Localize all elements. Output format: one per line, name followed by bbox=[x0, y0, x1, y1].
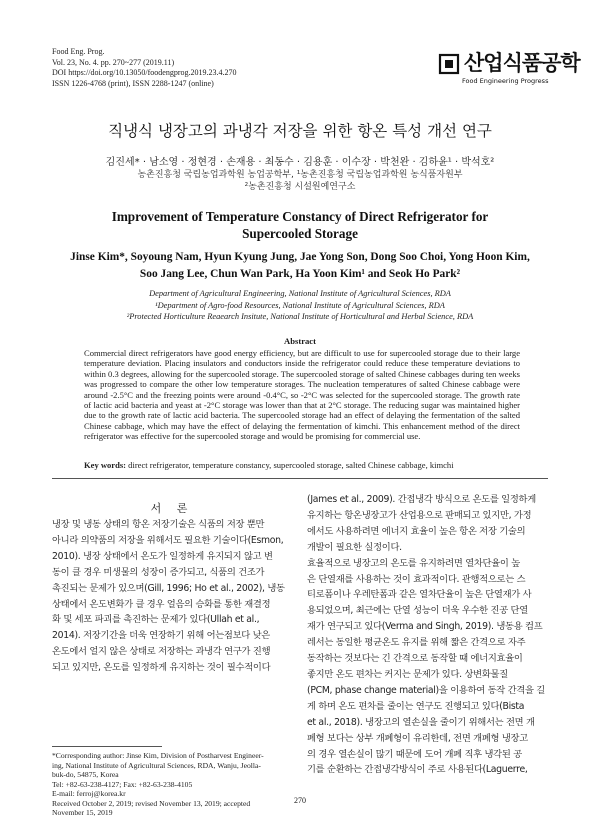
journal-header-line: Vol. 23, No. 4. pp. 270~277 (2019.11) bbox=[52, 57, 175, 67]
logo-subtitle: Food Engineering Progress bbox=[462, 77, 549, 85]
logo-title: 산업식품공학 bbox=[464, 51, 580, 75]
title-korean: 직냉식 냉장고의 과냉각 저장을 위한 항온 특성 개선 연구 bbox=[108, 122, 492, 140]
journal-header bbox=[52, 47, 237, 89]
authors-korean: 김진세* · 남소영 · 정현경 · 손재용 · 최동수 · 김용훈 · 이수장 · 박천완 · 김하윤¹ · 박석호² bbox=[105, 157, 495, 168]
body-line: (James et al., 2009). 간접냉각 방식으로 온도를 일정하게 bbox=[307, 494, 536, 505]
title-english bbox=[60, 208, 540, 242]
body-line: (PCM, phase change material)을 이용하여 동작 간격을 길 bbox=[307, 684, 545, 696]
affiliation-korean: 농촌진흥청 국립농업과학원 농업공학부, ¹농촌진흥청 국립농업과학원 농식품자원부 bbox=[137, 170, 463, 180]
page-number: 270 bbox=[294, 796, 306, 805]
footnote-line: E-mail: ferroj@korea.kr bbox=[52, 789, 126, 798]
affiliation-english-line: ¹Department of Agro-food Resources, National Institute of Agricultural Sciences, RDA bbox=[155, 300, 445, 310]
authors-english-line: Soo Jang Lee, Chun Wan Park, Ha Yoon Kim¹ and Seok Ho Park² bbox=[139, 267, 461, 280]
body-line: 재가 연구되고 있다(Verma and Singh, 2019). 냉동용 컴프 bbox=[307, 621, 543, 633]
body-line: 2014). 저장기간을 더욱 연장하기 위해 어는점보다 낮은 bbox=[52, 630, 270, 642]
abstract-text: Commercial direct refrigerators have good energy efficiency, but are difficult to use for supercooled storage due to their large temperature deviation. Placing insulators and conductors inside the refrigerator could reduce these temperature deviations to within 0.3 degrees, allowing for the supercooled storage. The supercooled storage of salted Chinese cabbages during ten weeks was progressed to compare the other low temperature storages. The nucleation temperatures of salted Chinese cabbage were around -2.5°C and the freezing points were around -0.4°C, so -2°C was selected for the supercooled storage. The growth rate of lactic acid bacteria and yeast at -2°C storage was lower than that at 2°C storage. The reducing sugar was maintained higher due to the growth rate of lactic acid bacteria. The supercooled storage had an effect of delaying the fermentation of the salted Chinese cabbage, which may have the effect of delaying the fermentation of kimchi. This enhancement method of the direct refrigerator was effective for the supercooled storage and would be promising for commercial use. bbox=[84, 348, 520, 442]
footnote-line: Tel: +82-63-238-4127; Fax: +82-63-238-4105 bbox=[52, 779, 193, 789]
body-line: 폐형 보다는 상부 개폐형이 유리한데, 전면 개폐형 냉장고 bbox=[307, 732, 528, 744]
affiliation-korean: ²농촌진흥청 시설원예연구소 bbox=[244, 182, 356, 192]
body-line: 은 단열재를 사용하는 것이 효과적이다. 관행적으로는 스 bbox=[307, 573, 526, 585]
title-english-line: Supercooled Storage bbox=[242, 226, 358, 241]
body-line: 냉장 및 냉동 상태의 항온 저장기술은 식품의 저장 뿐만 bbox=[52, 519, 265, 530]
body-line: 아니라 의약품의 저장을 위해서도 필요한 기술이다(Esmon, bbox=[52, 534, 284, 546]
footnote-line: ing, National Institute of Agricultural Sciences, RDA, Wanju, Jeolla- bbox=[52, 760, 261, 770]
footnote-line: Received October 2, 2019; revised November 13, 2019; accepted bbox=[52, 798, 251, 808]
journal-header-line: Food Eng. Prog. bbox=[52, 47, 105, 56]
body-line: 2010). 냉장 상태에서 온도가 일정하게 유지되지 않고 변 bbox=[52, 550, 273, 562]
logo-mark-icon bbox=[438, 53, 460, 75]
body-line: 티로폼이나 우레탄폼과 같은 열차단율이 높은 단열재가 사 bbox=[307, 589, 532, 601]
footnote-line: *Corresponding author: Jinse Kim, Division of Postharvest Engineer- bbox=[52, 751, 264, 760]
body-line: 용되었으며, 최근에는 단열 성능이 더욱 우수한 진공 단열 bbox=[307, 605, 528, 617]
keywords bbox=[84, 460, 520, 470]
footnote-divider bbox=[52, 746, 162, 747]
body-line: 화 및 세포 파괴를 촉진하는 문제가 있다(Ullah et al., bbox=[52, 614, 260, 626]
body-line: 효율적으로 냉장고의 온도를 유지하려면 열차단율이 높 bbox=[307, 557, 520, 569]
body-line: 촉진되는 문제가 있으며(Gill, 1996; Ho et al., 2002), 냉동 bbox=[52, 582, 285, 594]
body-line: 되고 있지만, 온도를 일정하게 유지하는 것이 필수적이다 bbox=[52, 662, 271, 674]
body-line: 온도에서 얼지 않은 상태로 저장하는 과냉각 연구가 진행 bbox=[52, 646, 271, 658]
body-line: 동이 클 경우 미생물의 성장이 증가되고, 식품의 건조가 bbox=[52, 566, 265, 578]
journal-logo bbox=[438, 47, 580, 89]
body-column-left bbox=[52, 517, 294, 676]
journal-header-line: ISSN 1226-4768 (print), ISSN 2288-1247 (online) bbox=[52, 78, 214, 88]
body-line: 레서는 동일한 평균온도 유지를 위해 짧은 간격으로 자주 bbox=[307, 637, 526, 649]
body-line: 상태에서 온도변화가 클 경우 얼음의 승화를 통한 재결정 bbox=[52, 598, 271, 610]
authors-english-line: Jinse Kim*, Soyoung Nam, Hyun Kyung Jung, Jae Yong Son, Dong Soo Choi, Yong Hoon Kim, bbox=[70, 251, 530, 263]
section-heading-introduction: 서 론 bbox=[150, 502, 194, 515]
affiliation-english-line: ²Protected Horticulture Reaearch Insitute, National Institute of Horticultural and Herbal Science, RDA bbox=[126, 312, 474, 322]
footnote-line: November 15, 2019 bbox=[52, 808, 113, 817]
abstract-heading: Abstract bbox=[284, 336, 316, 346]
body-line: 기를 순환하는 간접냉각방식이 주로 사용된다(Laguerre, bbox=[307, 764, 528, 776]
body-line: 에서도 사용하려면 에너지 효율이 높은 항온 저장 기술의 bbox=[307, 525, 526, 537]
body-line: 동작하는 것보다는 긴 간격으로 동작할 때 에너지효율이 bbox=[307, 653, 523, 665]
title-english-line: Improvement of Temperature Constancy of Direct Refrigerator for bbox=[111, 209, 489, 224]
keywords-label: Key words: bbox=[84, 460, 127, 470]
divider bbox=[52, 478, 548, 479]
body-line: 개발이 필요한 실정이다. bbox=[307, 541, 402, 553]
journal-header-line: DOI https://doi.org/10.13050/foodengprog.2019.23.4.270 bbox=[52, 68, 237, 77]
footnote-corresponding-author bbox=[52, 751, 294, 818]
affiliation-english bbox=[50, 288, 550, 323]
body-line: 의 경우 열손실이 많기 때문에 도어 개폐 직후 냉각된 공 bbox=[307, 748, 522, 760]
body-line: 게 하며 온도 편차를 줄이는 연구도 진행되고 있다(Bista bbox=[307, 700, 525, 712]
body-line: 좋지만 온도 편차는 커지는 문제가 있다. 상변화물질 bbox=[307, 668, 508, 680]
footnote-line: buk-do, 54875, Korea bbox=[52, 770, 119, 779]
affiliation-english-line: Department of Agricultural Engineering, National Institute of Agricultural Sciences, RDA bbox=[149, 289, 451, 298]
body-column-right bbox=[307, 492, 549, 778]
body-line: et al., 2018). 냉장고의 열손실을 줄이기 위해서는 전면 개 bbox=[307, 716, 535, 728]
authors-english bbox=[55, 249, 545, 282]
body-line: 유지하는 항온냉장고가 산업용으로 판매되고 있지만, 가정 bbox=[307, 509, 532, 521]
keywords-list: direct refrigerator, temperature constancy, supercooled storage, salted Chinese cabbage, kimchi bbox=[126, 460, 454, 470]
